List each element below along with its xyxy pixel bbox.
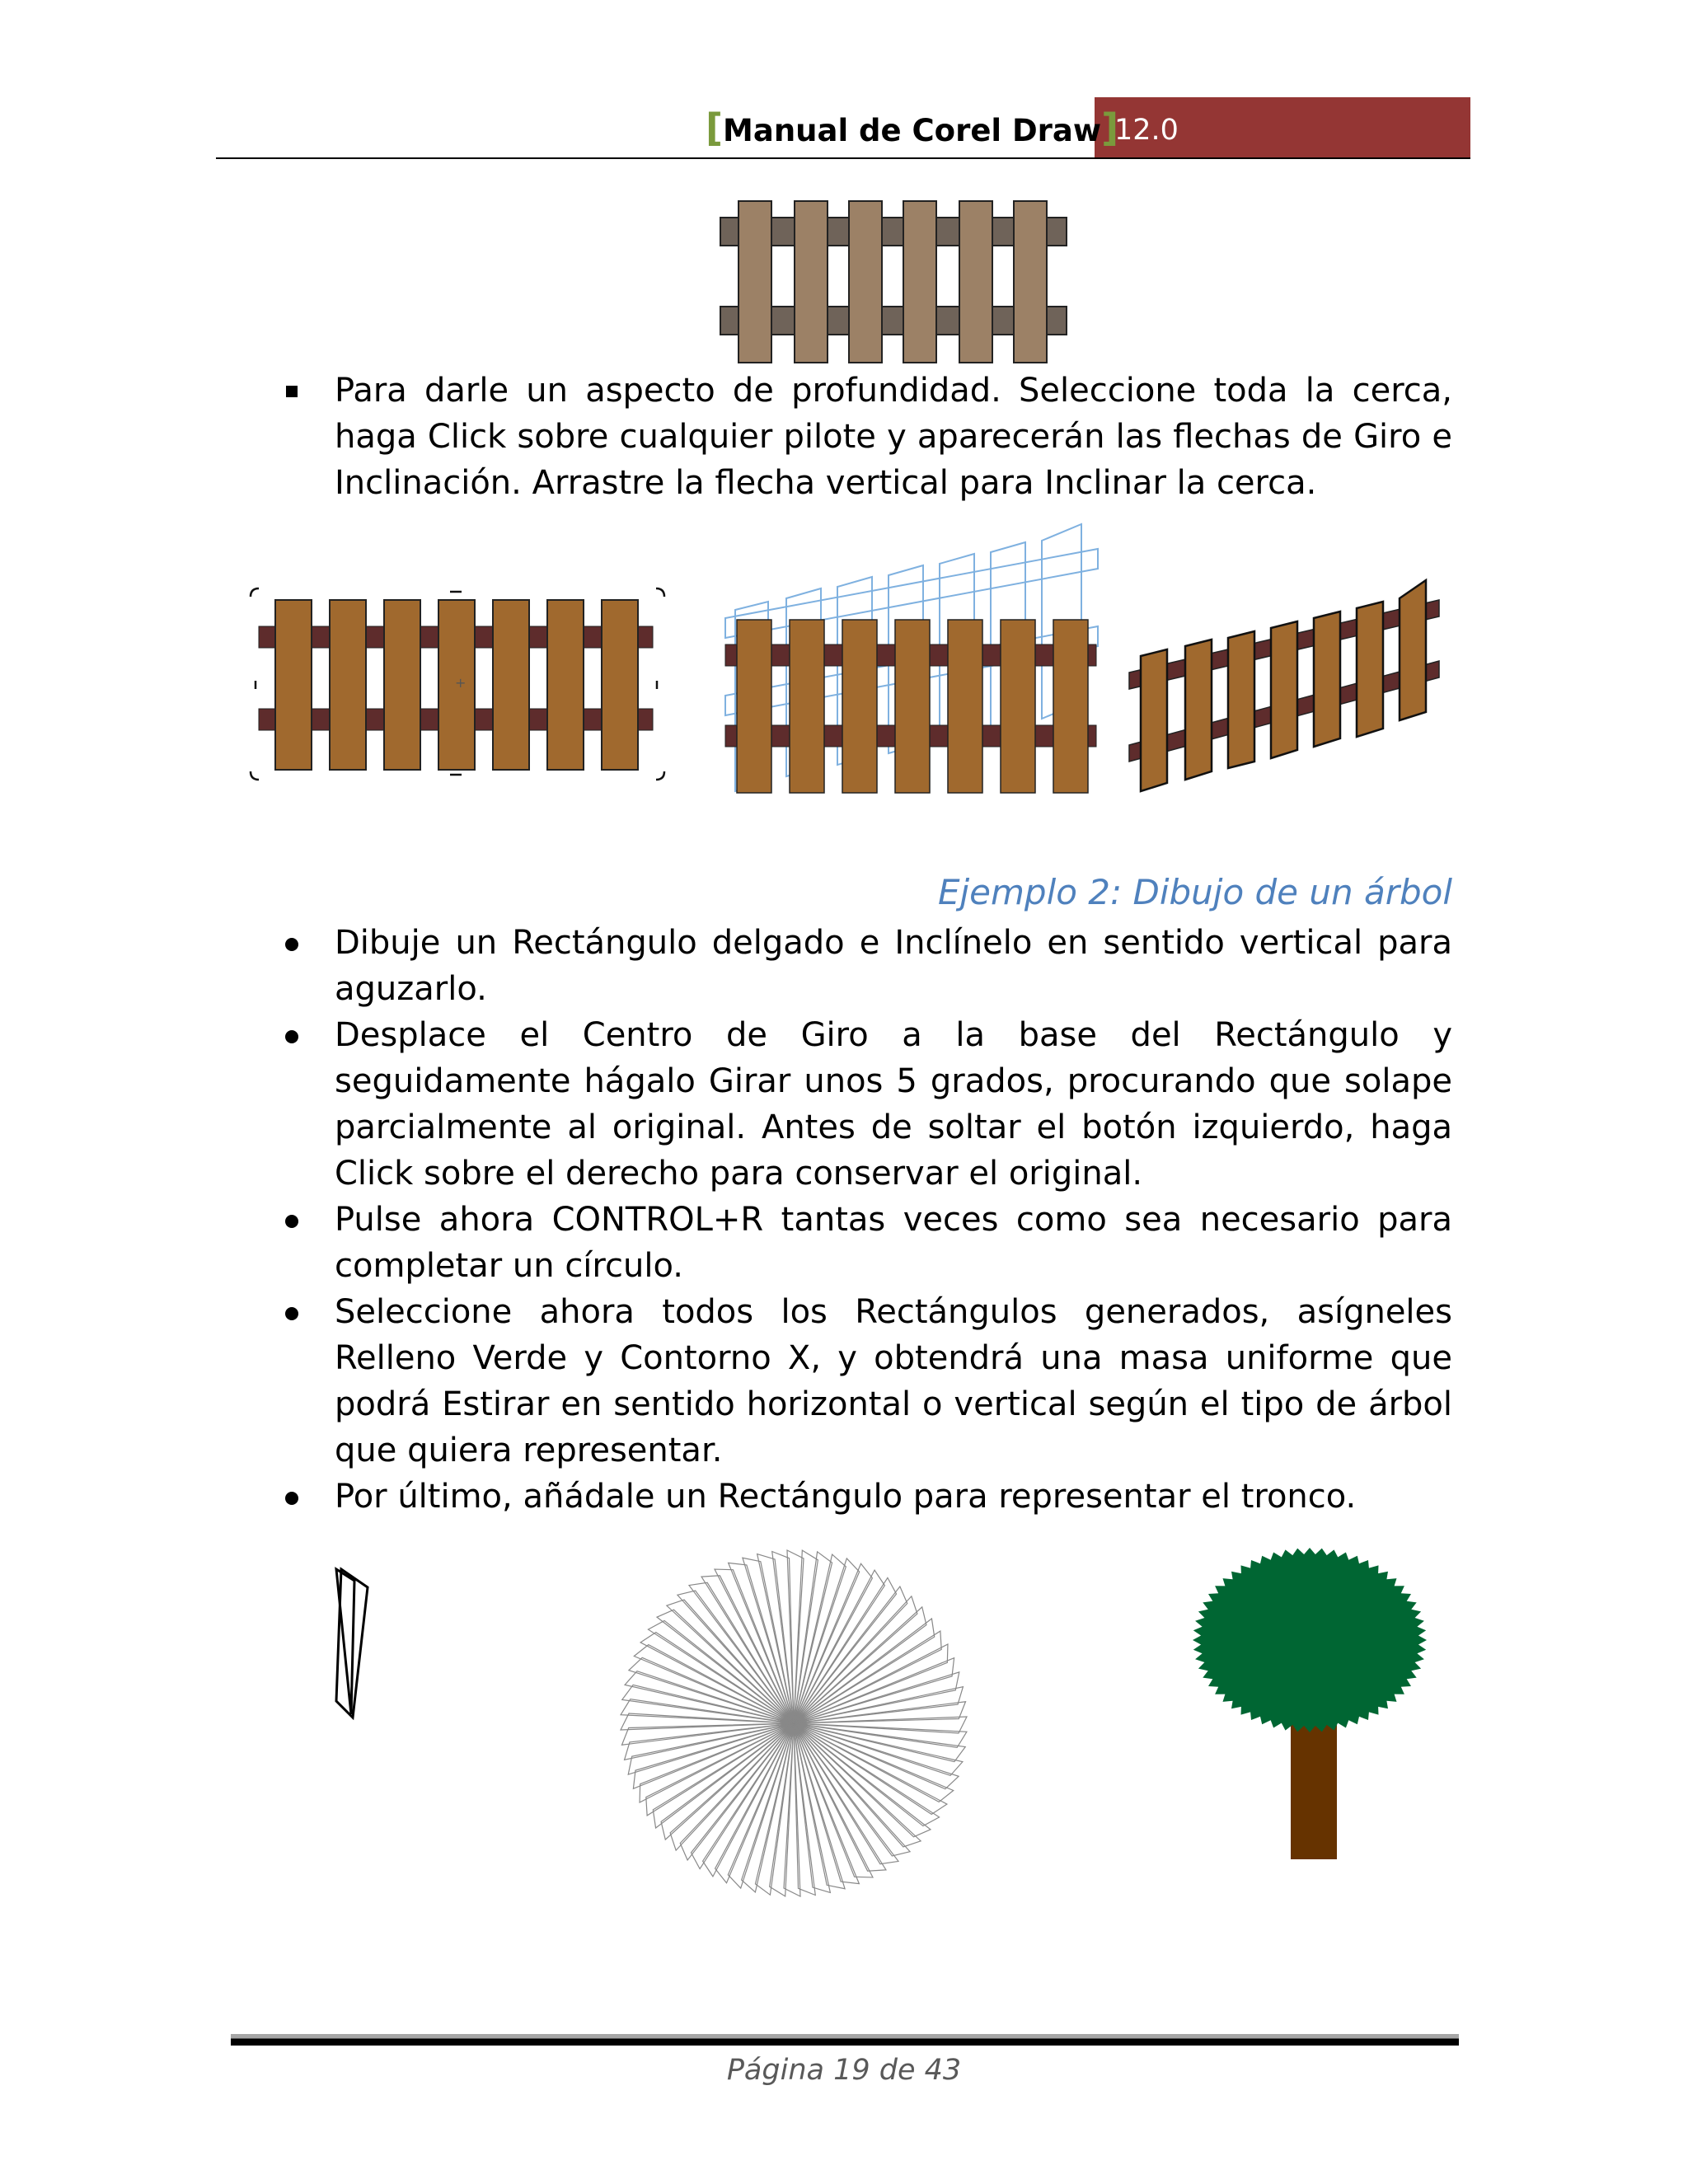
header-bracket-open: [ (706, 105, 724, 150)
example-title: Ejemplo 2: Dibujo de un árbol (937, 872, 1452, 912)
header-rule (216, 157, 1470, 159)
header-bracket-close: ] (1101, 105, 1119, 150)
intro-paragraph: Para darle un aspecto de profundidad. Seleccione toda la cerca, haga Click sobre cualquier pilote y aparecerán las flechas de Giro e Inclinación. Arrastre la flecha vertical para Inclinar la cerca. (335, 372, 1452, 502)
fence-pickets-skew (737, 620, 1088, 793)
svg-text:+: + (455, 675, 467, 691)
tree-foliage (1193, 1548, 1427, 1732)
fence-skew-preview-figure (719, 519, 1103, 791)
rotated-rectangles (621, 1550, 967, 1896)
tree-figure (1190, 1544, 1429, 1863)
header-version: 12.0 (1114, 114, 1179, 147)
skewed-rectangle-figure (333, 1566, 374, 1719)
bullet-dot (285, 1307, 298, 1320)
header-title-text: Manual de Corel Draw (723, 113, 1102, 148)
bullet-dot (285, 1215, 298, 1228)
bullet-square (286, 386, 298, 397)
rotation-fan-figure (617, 1546, 971, 1900)
bullet-dot (285, 1030, 298, 1043)
header-title (706, 105, 1118, 150)
bullet-item: Seleccione ahora todos los Rectángulos generados, asígneles Relleno Verde y Contorno X, y obtendrá una masa uniforme que podrá Estirar en sentido horizontal o vertical según el tipo de árbol que quiera representar. (335, 1293, 1452, 1469)
footer-rule (231, 2034, 1459, 2046)
bullet-item: Pulse ahora CONTROL+R tantas veces como sea necesario para completar un círculo. (335, 1201, 1452, 1285)
bullet-item: Por último, añádale un Rectángulo para representar el tronco. (335, 1478, 1357, 1516)
tree-trunk (1291, 1721, 1337, 1859)
bullet-dot (285, 1492, 298, 1505)
bullet-item: Desplace el Centro de Giro a la base del Rectángulo y seguidamente hágalo Girar unos 5 grados, procurando que solape parcialmente al original. Antes de soltar el botón izquierdo, haga Click sobre el derecho para conservar el original. (335, 1016, 1452, 1193)
bullet-dot (285, 938, 298, 951)
page-number: Página 19 de 43 (726, 2054, 962, 2087)
fence-selected-figure (247, 583, 668, 783)
fence-skewed-figure (1126, 577, 1442, 796)
bullet-item: Dibuje un Rectángulo delgado e Inclínelo en sentido vertical para aguzarlo. (335, 924, 1452, 1008)
fence-figure-top (719, 199, 1068, 364)
fence-pickets-skewed (1141, 580, 1426, 791)
